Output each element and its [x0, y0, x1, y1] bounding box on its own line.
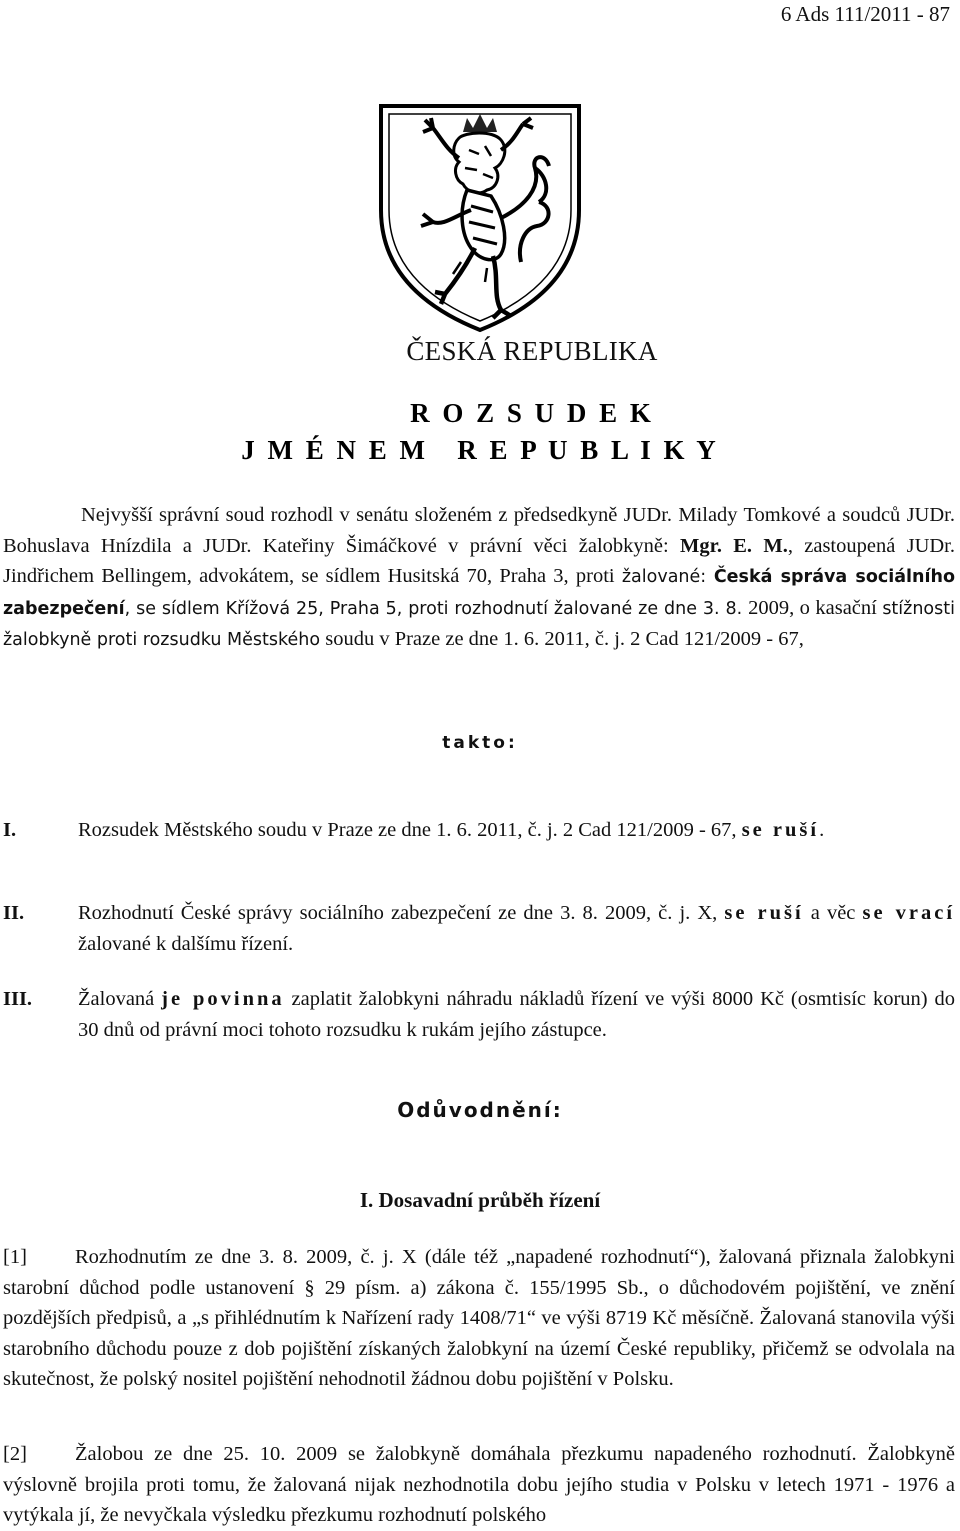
judgment-subtitle: J M É N E M R E P U B L I K Y [241, 435, 719, 465]
verdict-heading: takto: [442, 733, 518, 753]
paragraph-number: [1] [3, 1246, 27, 1268]
verdict-item: II. Rozhodnutí České správy sociálního zabezpečení ze dne 3. 8. 2009, č. j. X, se ruší a věc se vrací žalované k dalšímu řízení. [3, 902, 956, 955]
case-reference: 6 Ads 111/2011 - 87 [780, 2, 950, 26]
reasoning-paragraph: [2] Žalobou ze dne 25. 10. 2009 se žalobkyně domáhala přezkumu napadeného rozhodnutí. Žalobkyně výslovně brojila proti tomu, že žalovaná nijak nezhodnotila dobu jejího studia v Polsku v letech 1971 - 1976 a vytýkala jí, že nevyčkala výsledku přezkumu rozhodnutí polského [3, 1439, 955, 1531]
plaintiff-name: Mgr. E. M. [680, 534, 788, 557]
country-heading: ČESKÁ REPUBLIKA [406, 336, 658, 366]
defendant-name: Česká správa sociálního zabezpečení [3, 567, 955, 619]
paragraph-number: [2] [3, 1443, 27, 1465]
reasoning-paragraph: [1] Rozhodnutím ze dne 3. 8. 2009, č. j. X (dále též „napadené rozhodnutí“), žalovaná přiznala žalobkyni starobní důchod podle ustanovení § 29 písm. a) zákona č. 155/1995 Sb., o důchodovém pojištění, ve znění pozdějších předpisů, a „s přihlédnutím k Nařízení rady 1408/71“ ve výši 8719 Kč měsíčně. Žalovaná stanovila výši starobního důchodu pouze z dob pojištění získaných žalobkyní na území České republiky, přičemž se odvolala na skutečnost, že polský nositel pojištění nehodnotil žádnou dobu pojištění v Polsku. [3, 1242, 955, 1395]
intro-paragraph: Nejvyšší správní soud rozhodl v senátu složeném z předsedkyně JUDr. Milady Tomkové a soudců JUDr. Bohuslava Hnízdila a JUDr. Kateřiny Šimáčkové v právní věci žalobkyně: Mgr. E. M., zastoupená JUDr. Jindřichem Bellingem, advokátem, se sídlem Husitská 70, Praha 3, proti žalované: Česká správa sociálního zabezpečení, se sídlem Křížová 25, Praha 5, proti rozhodnutí žalované ze dne 3. 8. 2009, o kasační stížnosti žalobkyně proti rozsudku Městského soudu v Praze ze dne 1. 6. 2011, č. j. 2 Cad 121/2009 - 67, [3, 504, 956, 650]
verdict-item: I. Rozsudek Městského soudu v Praze ze dne 1. 6. 2011, č. j. 2 Cad 121/2009 - 67, se ruší. [3, 819, 825, 841]
section-heading: I. Dosavadní průběh řízení [359, 1188, 601, 1212]
czech-coat-of-arms-icon [375, 98, 585, 336]
reasoning-heading: Odůvodnění: [397, 1098, 563, 1122]
verdict-item: III. Žalovaná je povinna zaplatit žalobkyni náhradu nákladů řízení ve výši 8000 Kč (osmtisíc korun) do 30 dnů od právní moci tohoto rozsudku k rukám jejího zástupce. [3, 988, 955, 1041]
judgment-title: R O Z S U D E K [410, 398, 654, 428]
